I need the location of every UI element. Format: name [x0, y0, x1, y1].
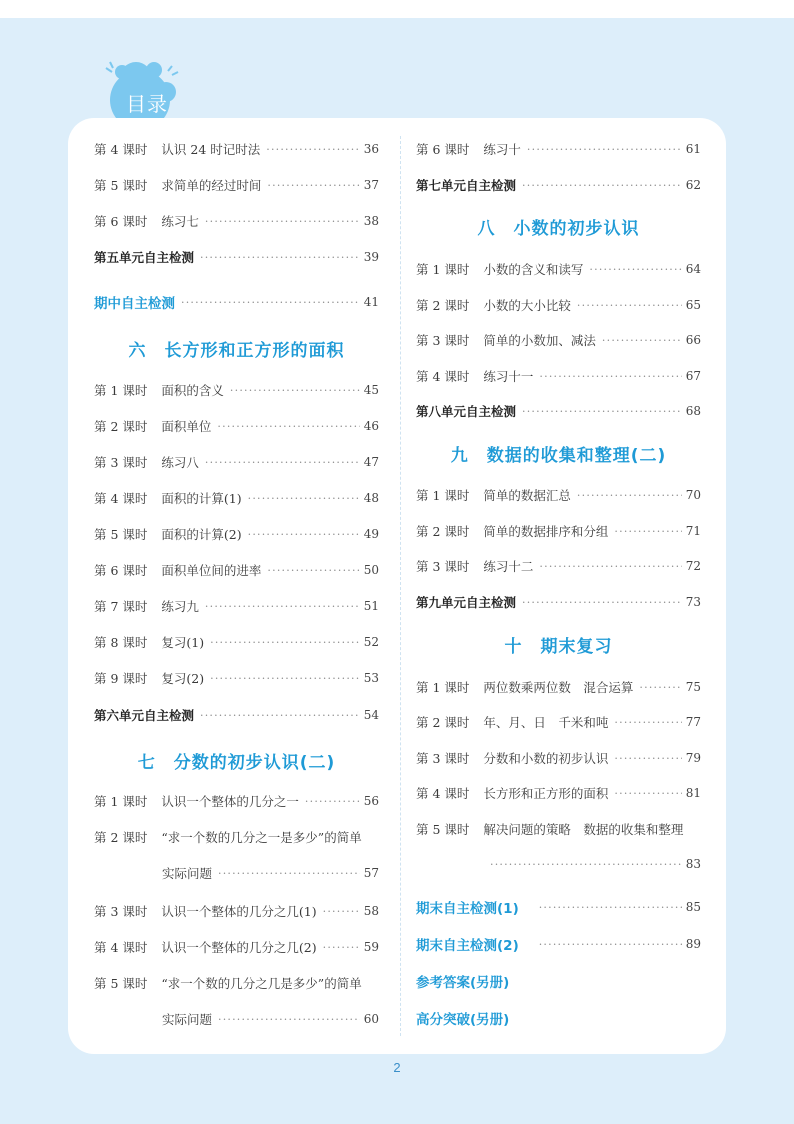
toc-row[interactable]: 第 2 课时 简单的数据排序和分组 ····· 71: [416, 520, 701, 542]
toc-row-continuation[interactable]: 实际问题 ····· 60: [162, 1008, 379, 1030]
toc-row[interactable]: 第 5 课时 解决问题的策略 数据的收集和整理: [416, 822, 684, 837]
column-divider: [400, 136, 401, 1036]
toc-row[interactable]: 第 4 课时 认识一个整体的几分之几(2) ····· 59: [94, 936, 379, 958]
toc-row[interactable]: 第 1 课时 简单的数据汇总 ····· 70: [416, 484, 701, 506]
section-heading: 十 期末复习: [504, 637, 613, 657]
unit-check-row[interactable]: 第九单元自主检测 ····· 73: [416, 591, 701, 613]
toc-row[interactable]: 第 2 课时 面积单位 ····· 46: [94, 415, 379, 437]
toc-row[interactable]: 第 1 课时 认识一个整体的几分之一 ····· 56: [94, 790, 379, 812]
advanced-row[interactable]: 高分突破(另册): [416, 1012, 510, 1028]
toc-row[interactable]: 第 6 课时 练习十 ····· 61: [416, 138, 701, 160]
toc-row-continuation[interactable]: ····· 83: [490, 853, 701, 875]
toc-row-continuation[interactable]: 实际问题 ····· 57: [162, 862, 379, 884]
toc-row[interactable]: 第 4 课时 面积的计算(1) ····· 48: [94, 487, 379, 509]
toc-row[interactable]: 第 4 课时 长方形和正方形的面积 ····· 81: [416, 782, 701, 804]
unit-check-row[interactable]: 第五单元自主检测 ····· 39: [94, 246, 379, 268]
toc-row[interactable]: 第 3 课时 分数和小数的初步认识 ····· 79: [416, 747, 701, 769]
unit-check-row[interactable]: 第六单元自主检测 ····· 54: [94, 704, 379, 726]
final-test-row[interactable]: 期末自主检测(2) ····· 89: [416, 933, 701, 955]
page-number: 2: [393, 1060, 401, 1075]
page-title: 目录: [126, 92, 168, 116]
toc-row[interactable]: 第 8 课时 复习(1) ····· 52: [94, 631, 379, 653]
toc-row[interactable]: 第 1 课时 面积的含义 ····· 45: [94, 379, 379, 401]
unit-check-row[interactable]: 第七单元自主检测 ····· 62: [416, 174, 701, 196]
toc-row[interactable]: 第 4 课时 练习十一 ····· 67: [416, 365, 701, 387]
toc-row[interactable]: 第 2 课时 “求一个数的几分之一是多少”的简单: [94, 830, 362, 845]
toc-row[interactable]: 第 2 课时 小数的大小比较 ····· 65: [416, 294, 701, 316]
toc-row[interactable]: 第 3 课时 简单的小数加、减法 ····· 66: [416, 329, 701, 351]
section-heading: 七 分数的初步认识(二): [137, 753, 336, 773]
answers-row[interactable]: 参考答案(另册): [416, 975, 510, 991]
toc-row[interactable]: 第 1 课时 两位数乘两位数 混合运算 ····· 75: [416, 676, 701, 698]
toc-row[interactable]: 第 1 课时 小数的含义和读写 ····· 64: [416, 258, 701, 280]
toc-row[interactable]: 第 3 课时 练习八 ····· 47: [94, 451, 379, 473]
toc-row[interactable]: 第 3 课时 练习十二 ····· 72: [416, 555, 701, 577]
toc-row[interactable]: 第 6 课时 练习七 ····· 38: [94, 210, 379, 232]
section-heading: 六 长方形和正方形的面积: [128, 341, 345, 361]
toc-row[interactable]: 第 5 课时 “求一个数的几分之几是多少”的简单: [94, 976, 362, 991]
toc-row[interactable]: 第 3 课时 认识一个整体的几分之几(1) ····· 58: [94, 900, 379, 922]
toc-row[interactable]: 第 4 课时 认识 24 时记时法 ····· 36: [94, 138, 379, 160]
toc-row[interactable]: 第 6 课时 面积单位间的进率 ····· 50: [94, 559, 379, 581]
toc-row[interactable]: 第 5 课时 求简单的经过时间 ····· 37: [94, 174, 379, 196]
section-heading: 八 小数的初步认识: [477, 219, 640, 239]
toc-row[interactable]: 第 2 课时 年、月、日 千米和吨 ····· 77: [416, 711, 701, 733]
toc-row[interactable]: 第 5 课时 面积的计算(2) ····· 49: [94, 523, 379, 545]
toc-row[interactable]: 第 7 课时 练习九 ····· 51: [94, 595, 379, 617]
section-heading: 九 数据的收集和整理(二): [450, 446, 667, 466]
final-test-row[interactable]: 期末自主检测(1) ····· 85: [416, 896, 701, 918]
toc-row[interactable]: 第 9 课时 复习(2) ····· 53: [94, 667, 379, 689]
unit-check-row[interactable]: 第八单元自主检测 ····· 68: [416, 400, 701, 422]
midterm-row[interactable]: 期中自主检测 ····· 41: [94, 291, 379, 313]
